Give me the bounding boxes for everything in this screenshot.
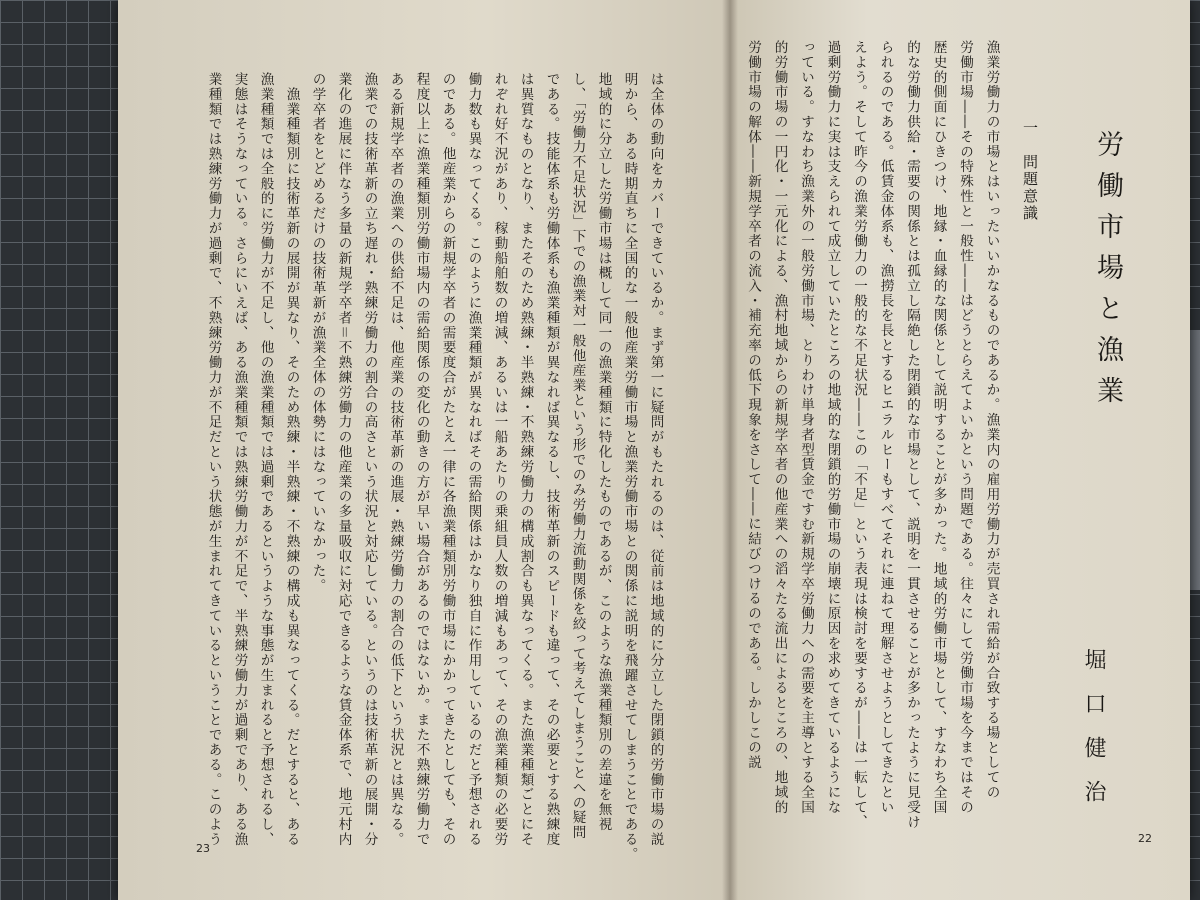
text-column: 的労働市場の一円化・一元化による、漁村地域からの新規学卒者の他産業への滔々たる流出によるところの、地域的 (771, 40, 788, 815)
text-column: 地域的に分立した労働市場は概して同一の漁業種類に特化したものであるが、このような漁業種類別の差違を無視 (595, 72, 612, 832)
text-column: 業種類では熟練労働力が過剰で、不熟練労働力が不足だという状態が生まれてきているということである。このよう (205, 72, 222, 847)
text-column: は全体の動向をカバーできているか。まず第一に疑問がもたれるのは、従前は地域的に分立した閉鎖的労働市場の説 (647, 72, 664, 847)
section-heading: 一 問題意識 (1021, 120, 1039, 222)
text-column: の学卒者をとどめるだけの技術革新が漁業全体の体勢にはなっていなかった。 (309, 72, 326, 594)
text-column: られるのである。低賃金体系も、漁撈長を長とするヒエラルヒーもすべてそれに連ねて理解させようとしてきたとい (877, 40, 894, 815)
text-column: っている。すなわち漁業外の一般労働市場、とりわけ単身者型賃金ですむ新規学卒労働力への需要を主導とする全国 (798, 40, 815, 815)
text-column: 漁業労働力の市場とはいったいいかなるものであるか。漁業内の雇用労働力が売買され需給が合致する場としての (983, 40, 1000, 800)
text-column: 労働市場――その特殊性と一般性――はどうとらえてよいかという問題である。往々にして労働市場を今まではその (957, 40, 974, 815)
text-column: 働力数も異なってくる。このように漁業種類が異なればその需給関係はかなり独自に作用しているのだと予想される (465, 72, 482, 847)
text-column: 漁業種類別に技術革新の展開が異なり、そのため熟練・半熟練・不熟練の構成も異なってくる。だとすると、ある (283, 72, 300, 847)
open-book (118, 0, 1190, 900)
text-column: 明から、ある時期直ちに全国的な一般他産業労働市場と漁業労働市場との関係に説明を飛躍させてしまうことである。 (621, 72, 638, 862)
text-column: 実態はそうなっている。さらにいえば、ある漁業種類では熟練労働力が不足で、半熟練労働力が過剰であり、ある漁 (231, 72, 248, 847)
text-column: 歴史的側面にひきつけ、地縁・血縁的な関係として説明することが多かった。地域的労働市場として、すなわち全国 (930, 40, 947, 815)
text-column: ある新規学卒者の漁業への供給不足は、他産業の技術革新の進展・熟練労働力の割合の低下という状況とは異なる。 (387, 72, 404, 847)
right-page (730, 0, 1190, 900)
left-page (118, 0, 730, 900)
text-column: 業化の進展に伴なう多量の新規学卒者＝不熟練労働力の他産業の多量吸収に対応できるような賃金体系で、地元村内 (335, 72, 352, 847)
text-column: 過剰労働力に実は支えられて成立していたところの地域的な閉鎖的労働市場の崩壊に原因を求めてきているようにな (824, 40, 841, 815)
author-name: 堀口健治 (1081, 648, 1106, 824)
book-gutter (722, 0, 738, 900)
text-column: 漁業での技術革新の立ち遅れ・熟練労働力の割合の高さという状況と対応している。というのは技術革新の展開・分 (361, 72, 378, 847)
text-column: 労働市場の解体――新規学卒者の流入・補充率の低下現象をさして――に結びつけるのである。しかしこの説 (745, 40, 762, 771)
page-number-left: 23 (196, 842, 210, 855)
text-column: 程度以上に漁業種類別労働市場内の需給関係の変化の動きの方が早い場合があるのではないか。また不熟練労働力で (413, 72, 430, 847)
text-column: し、「労働力不足状況」下での漁業対一般他産業という形でのみ労働力流動関係を絞って考えてしまうことへの疑問 (569, 72, 586, 840)
text-column: である。技能体系も労働体系も漁業種類が異なれば異なるし、技術革新のスピードも違って、その必要とする熟練度 (543, 72, 560, 847)
text-column: 漁業種類では全般的に労働力が不足し、他の漁業種類では過剰であるというような事態が生まれると予想されるし、 (257, 72, 274, 847)
text-column: 的な労働力供給・需要の関係とは孤立し隔絶した閉鎖的な市場として、説明を一貫させることが多かったように見受け (904, 40, 921, 830)
text-column: のである。他産業からの新規学卒者の需要度合がたとえ一律に各漁業種類別労働市場にかかってきたとしても、その (439, 72, 456, 847)
page-number-right: 22 (1138, 832, 1152, 845)
text-column: れぞれ好不況があり、稼動船舶数の増減、あるいは一船あたりの乗組員人数の増減もあって、その漁業種類の必要労 (491, 72, 508, 847)
article-title: 労働市場と漁業 (1092, 130, 1123, 417)
text-column: えよう。そして昨今の漁業労働力の一般的な不足状況――この「不足」という表現は検討を要するが――は一転して、 (851, 40, 868, 830)
text-column: は異質なものとなり、またそのため熟練・半熟練・不熟練労働力の構成割合も異なってくる。また漁業種類ごとにそ (517, 72, 534, 847)
